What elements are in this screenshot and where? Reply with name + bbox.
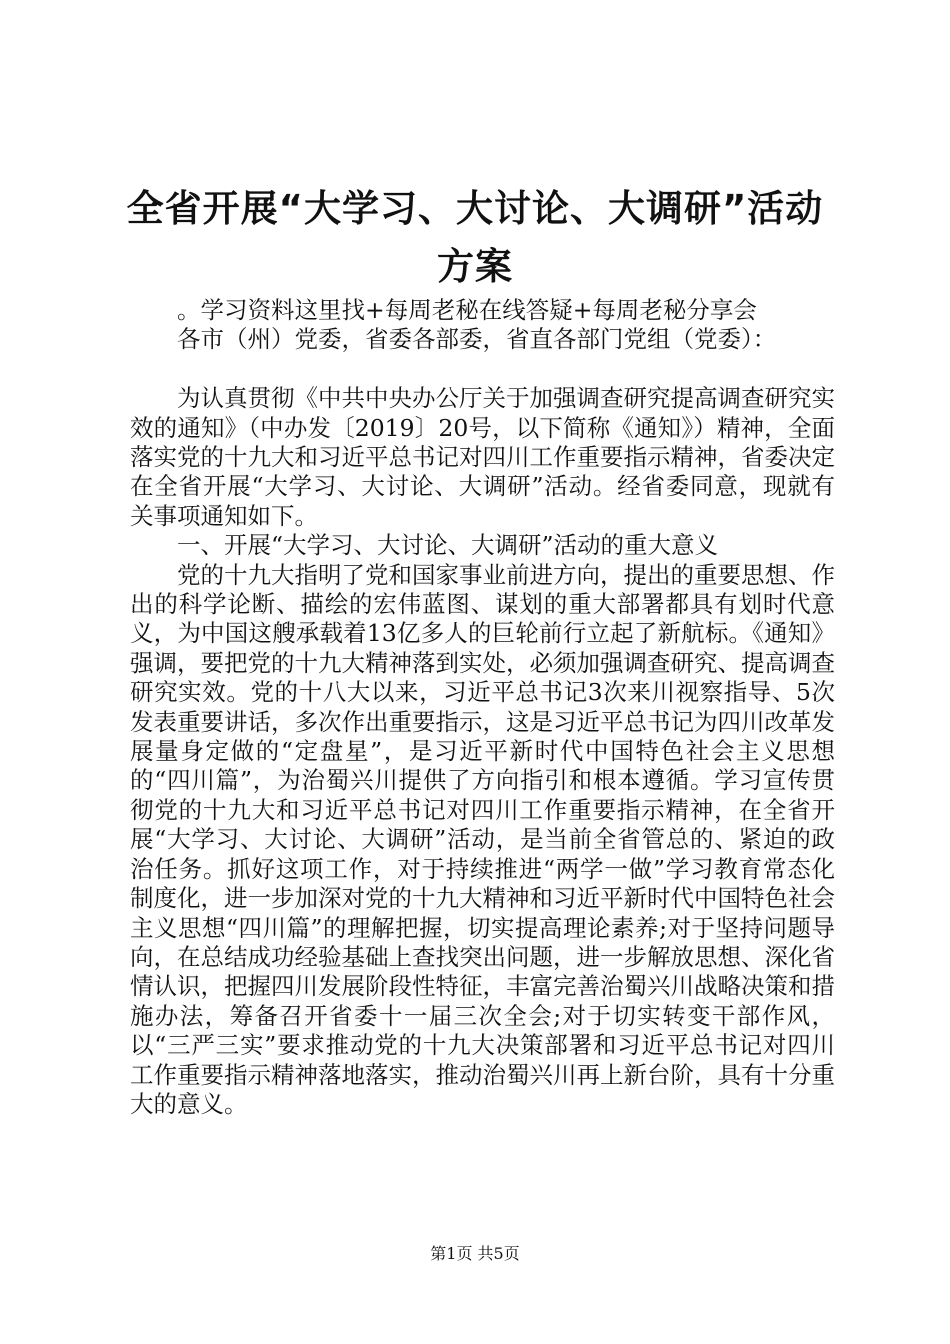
subheader-line: 。学习资料这里找+每周老秘在线答疑+每周老秘分享会 [177,296,757,324]
salutation-line: 各市（州）党委，省委各部委，省直各部门党组（党委）： [177,325,777,354]
body-paragraph: 党的十九大指明了党和国家事业前进方向，提出的重要思想、作出的科学论断、描绘的宏伟蓝图、谋划的重大部署都具有划时代意义，为中国这艘承载着13亿多人的巨轮前行立起了新航标。《通知》强调，要把党的十九大精神落到实处，必须加强调查研究、提高调查研究实效。党的十八大以来，习近平总书记3次来川视察指导、5次发表重要讲话，多次作出重要指示，这是习近平总书记为四川改革发展量身定做的“定盘星”，是习近平新时代中国特色社会主义思想的“四川篇”，为治蜀兴川提供了方向指引和根本遵循。学习宣传贯彻党的十九大和习近平总书记对四川工作重要指示精神，在全省开展“大学习、大讨论、大调研”活动，是当前全省管总的、紧迫的政治任务。抓好这项工作，对于持续推进“两学一做”学习教育常态化制度化，进一步加深对党的十九大精神和习近平新时代中国特色社会主义思想“四川篇”的理解把握，切实提高理论素养;对于坚持问题导向，在总结成功经验基础上查找突出问题，进一步解放思想、深化省情认识，把握四川发展阶段性特征，丰富完善治蜀兴川战略决策和措施办法，筹备召开省委十一届三次全会;对于切实转变干部作风，以“三严三实”要求推动党的十九大决策部署和习近平总书记对四川工作重要指示精神落地落实，推动治蜀兴川再上新台阶，具有十分重大的意义。 [130,560,835,1118]
blank-line [130,355,835,384]
section-heading: 一、开展“大学习、大讨论、大调研”活动的重大意义 [177,531,719,560]
document-body [130,296,835,1119]
page-footer: 第1页 共5页 [430,1244,520,1263]
document-title: 全省开展“大学习、大讨论、大调研”活动方案 [126,187,824,288]
intro-paragraph: 为认真贯彻《中共中央办公厅关于加强调查研究提高调查研究实效的通知》（中办发〔2019〕20号，以下简称《通知》）精神，全面落实党的十九大和习近平总书记对四川工作重要指示精神，省委决定在全省开展“大学习、大讨论、大调研”活动。经省委同意，现就有关事项通知如下。 [130,384,835,530]
